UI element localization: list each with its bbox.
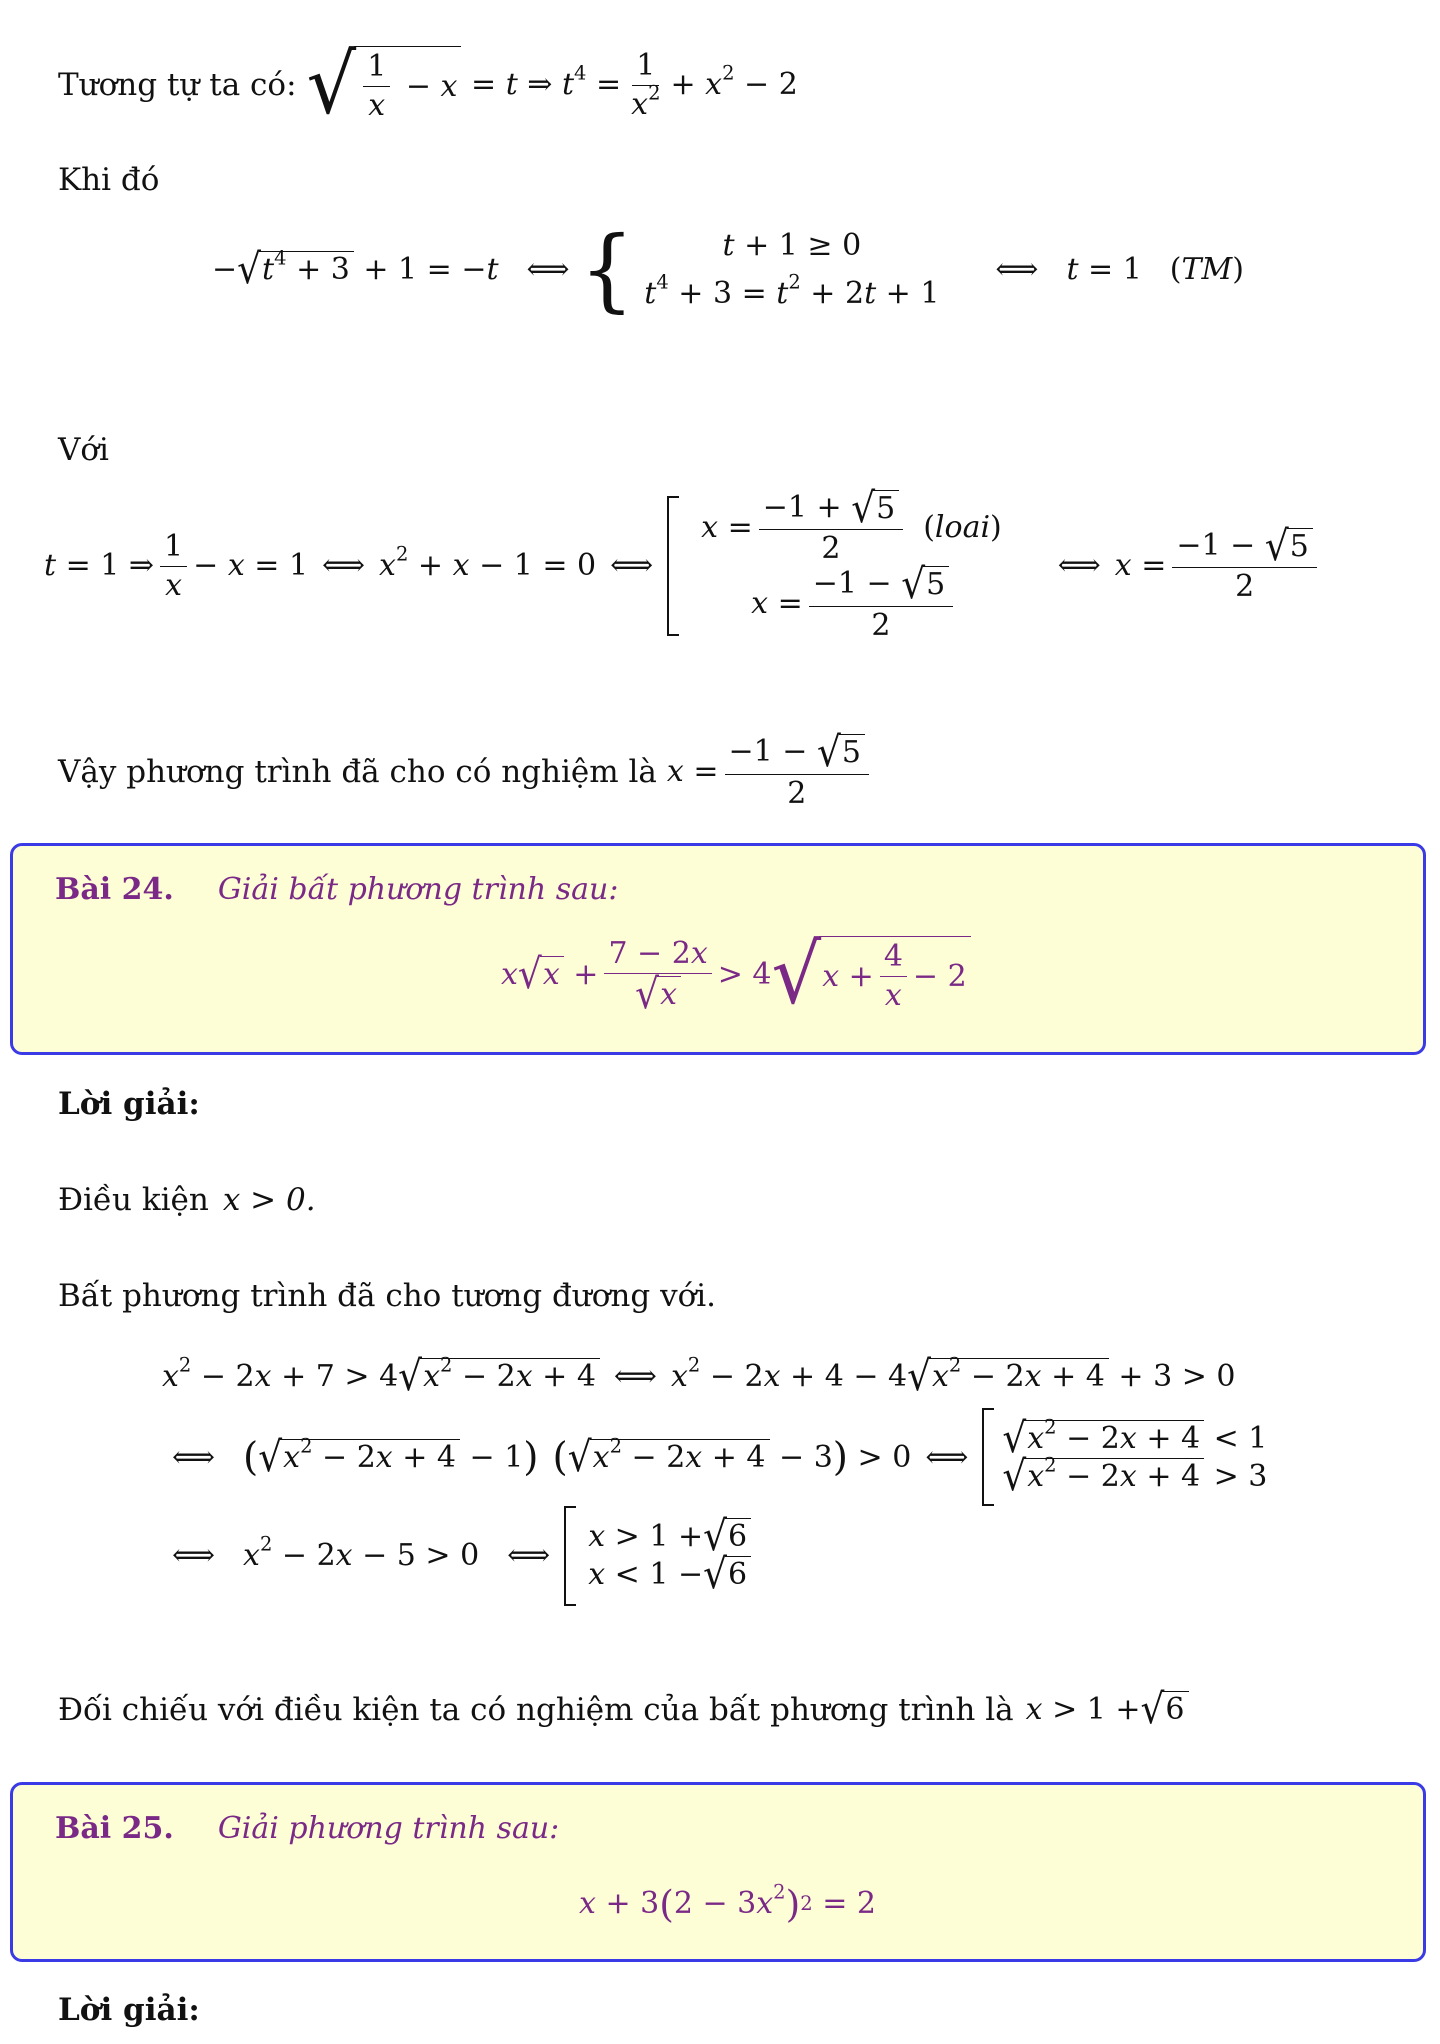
dieu-kien-text: Điều kiện	[58, 1182, 209, 1218]
loi-giai-heading-2: Lời giải:	[58, 1992, 200, 2028]
exercise-24-formula: x √ x + 7 − 2x √ x > 4 √ x + $\frac{4}{x}$ − 2	[501, 936, 971, 1014]
doi-chieu-text: Đối chiếu với điều kiện ta có nghiệm của bất phương trình là	[58, 1692, 1014, 1728]
substitution-formula: √ $\frac{1}{x}$ − x = t ⇒ $t^4$ = $\frac{1}{x^2}$ + $x^2 - 2$	[306, 37, 798, 133]
equation-system-1: − √ $t^4 + 3$ + 1 = −t ⟺ { t + 1 ≥ 0 $t^4 + 3 = t^2 + 2t + 1$ ⟺ t = 1 (TM)	[212, 217, 1244, 323]
exercise-box-24	[10, 843, 1426, 1055]
bpt-tuong-duong-text: Bất phương trình đã cho tương đương với.	[58, 1278, 717, 1314]
derivation-line-3: ⟺ $x^2 - 2x - 5 > 0$ ⟺ x > 1 + √ 6 x < 1 − √ 6	[172, 1506, 751, 1606]
final-answer-line: Đối chiếu với điều kiện ta có nghiệm của bất phương trình là x > 1 + √ 6	[58, 1690, 1189, 1730]
exercise-24-title	[55, 870, 618, 910]
conclusion-line: Vậy phương trình đã cho có nghiệm là x = −1 − √ 5 2	[58, 734, 875, 811]
exercise-25-prompt: Giải phương trình sau:	[217, 1811, 560, 1846]
dieu-kien-math: x > 0.	[222, 1182, 316, 1218]
exercise-25-title	[55, 1809, 559, 1849]
equation-case-1: t = 1 ⇒ $\frac{1}{x}$ − x = 1 ⟺ $x^2 + x - 1 = 0$ ⟺ x = −1 + √ 5 2 ( loai ) x = −1 − √ 5 2 ⟺ x = −1 − √ 5 2	[44, 496, 1323, 636]
khi-do-text: Khi đó	[58, 162, 160, 198]
voi-text: Với	[58, 432, 109, 468]
substitution-line	[58, 37, 798, 133]
tuong-tu-text: Tương tự ta có:	[58, 67, 297, 103]
derivation-line-1: $x^2 - 2x + 7 > 4$ √ $x^2 - 2x + 4$ ⟺ $x^2 - 2x + 4 - 4$ √ $x^2 - 2x + 4$ + 3 > 0	[162, 1351, 1236, 1401]
condition-line	[58, 1180, 316, 1220]
exercise-24-prompt: Giải bất phương trình sau:	[217, 872, 619, 907]
exercise-24-label: Bài 24.	[55, 872, 174, 907]
vay-text: Vậy phương trình đã cho có nghiệm là	[58, 754, 657, 791]
derivation-line-2: ⟺ ( √ $x^2 - 2x + 4$ − 1 ) ( √ $x^2 - 2x + 4$ − 3 ) > 0 ⟺ √ $x^2 - 2x + 4$ < 1 √ $x^2 - 2x + 4$ > 3	[172, 1408, 1267, 1508]
exercise-25-formula: x + 3 ( $2 - 3x^2$ ) 2 = 2	[579, 1880, 876, 1926]
loi-giai-heading-1: Lời giải:	[58, 1086, 200, 1122]
exercise-box-25	[10, 1782, 1426, 1962]
exercise-25-label: Bài 25.	[55, 1811, 174, 1846]
